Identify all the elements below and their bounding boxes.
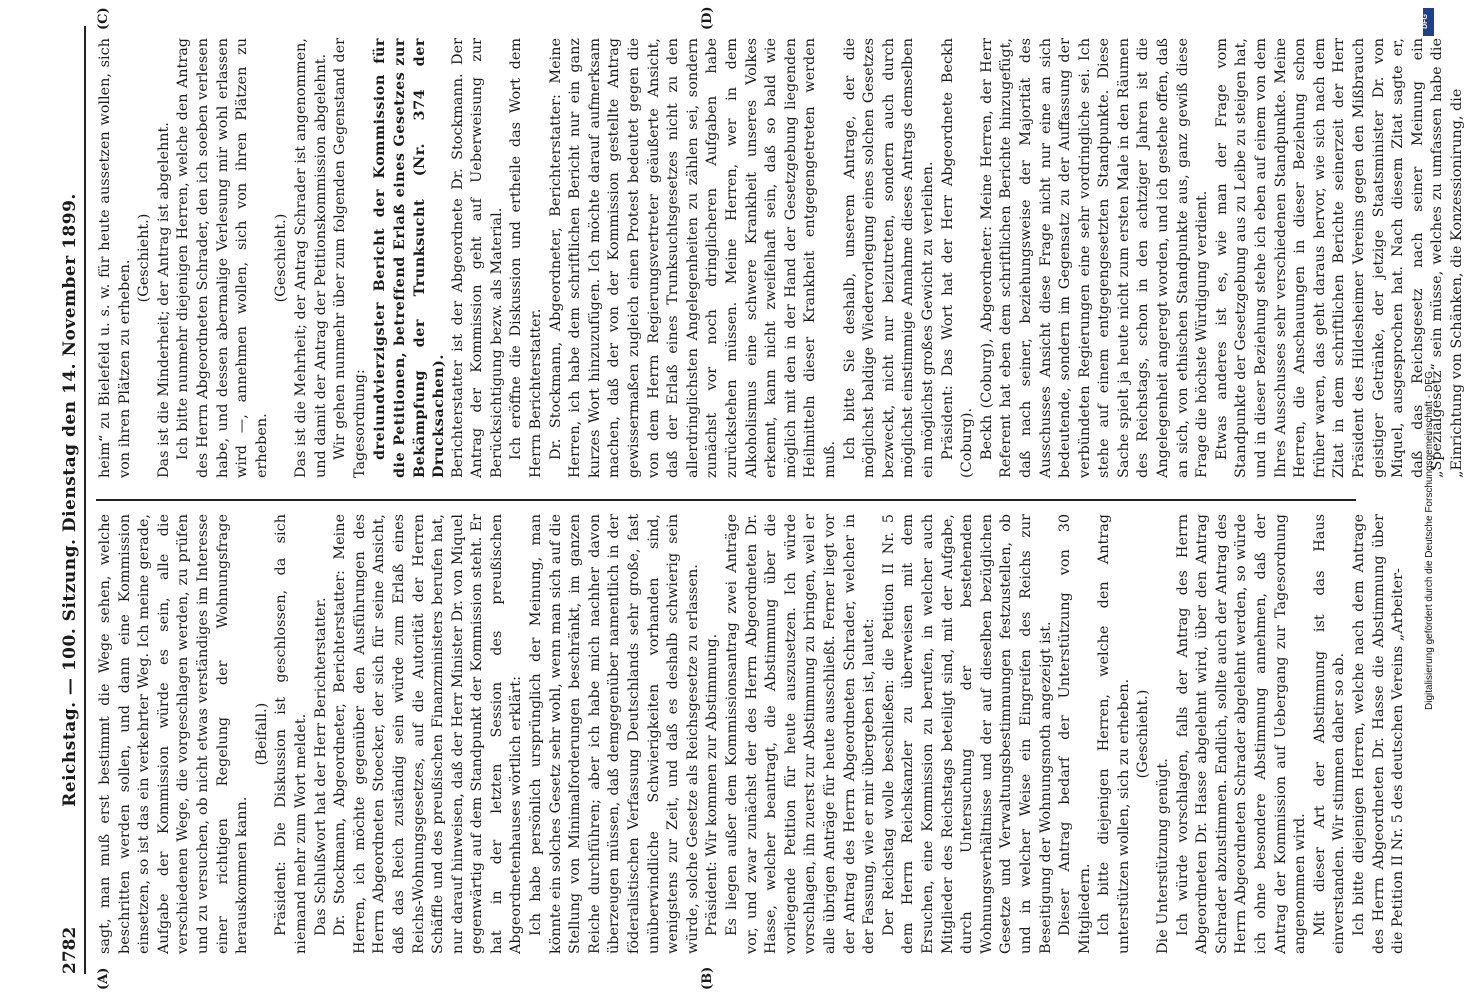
interjection: (Geschieht.) xyxy=(1135,689,1152,779)
right-column xyxy=(96,38,1465,478)
header-rule xyxy=(84,26,86,974)
left-column xyxy=(96,514,1407,954)
paragraph: Das ist die Mehrheit; der Antrag Schrader ist angenommen, und damit der Antrag der Petitionskommission abgelehnt. xyxy=(292,38,329,478)
paragraph: Dr. Stockmann, Abgeordneter, Berichterstatter: Meine Herren, ich habe dem schriftlichen Bericht nur ein ganz kurzes Wort hinzuzufügen. Ich möchte darauf aufmerksam machen, daß der von der Kommission gestellte Antrag gewissermaßen zugleich einen Protest bedeutet gegen die von dem Herrn Regierungsvertreter geäußerte Ansicht, daß der Erlaß eines Trunksuchtsgesetzes nicht zu den allerdringlichsten Angelegenheiten zu zählen sei, sondern zunächst vor noch dringlicheren Aufgaben habe zurückstehen müssen. Meine Herren, wer in dem Alkoholismus eine schwere Krankheit unseres Volkes erkennt, kann nicht zweifelhaft sein, daß so bald wie möglich mit den in der Hand der Gesetzgebung liegenden Heilmitteln dieser Krankheit entgegengetreten werden muß. xyxy=(547,38,838,478)
page-number: 2782 xyxy=(60,926,80,974)
dfg-logo: DFG xyxy=(1423,8,1434,36)
page-header xyxy=(56,26,86,974)
paragraph: Wir gehen nunmehr über zum folgenden Gegenstand der Tagesordnung: xyxy=(332,38,368,478)
paragraph: Ich bitte diejenigen Herren, welche den Antrag unterstützen wollen, sich zu erheben. xyxy=(1096,514,1132,954)
agenda-item: dreiundvierzigster Bericht der Kommission für die Petitionen, betreffend Erlaß eines Gesetzes zur Bekämpfung der Trunksucht (Nr. 374 der Drucksachen). xyxy=(371,38,448,478)
paragraph: sagt, man muß erst bestimmt die Wege sehen, welche beschritten werden sollen, und dann eine Kommission einsetzen, so ist das ein verkehrter Weg. Ich meine gerade, Aufgabe der Kommission würde es sein, alle die verschiedenen Wege, die vorgeschlagen werden, zu prüfen und zu versuchen, ob nicht etwas verständiges im Interesse einer richtigen Regelung der Wohnungsfrage herauskommen kann. xyxy=(97,514,251,954)
paragraph: Die Unterstützung genügt. xyxy=(1155,758,1172,954)
margin-marker-d: (D) xyxy=(700,6,715,30)
paragraph: heim“ zu Bielefeld u. s. w. für heute aussetzen wollen, sich von ihren Plätzen zu erheben. xyxy=(97,38,133,478)
paragraph: Es liegen außer dem Kommissionsantrag zwei Anträge vor, und zwar zunächst der des Herrn Abgeordneten Dr. Hasse, welcher beantragt, die Abstimmung über die vorliegende Petition für heute auszusetzen. Ich würde vorschlagen, ihn zuerst zur Abstimmung zu bringen, weil er alle übrigen Anträge für heute ausschließt. Ferner liegt vor der Antrag des Herrn Abgeordneten Schrader, welcher in der Fassung, wie er mir übergeben ist, lautet: xyxy=(724,514,878,954)
paragraph: Beckh (Coburg), Abgeordneter: Meine Herren, der Herr Referent hat eben dem schriftlichen Berichte hinzugefügt, daß nach seiner, beziehungsweise der Majorität des Ausschusses Ansicht diese Frage nicht nur eine an sich bedeutende, sondern im Gegensatz zu der Auffassung der verbündeten Regierungen eine sehr vordringliche sei. Ich stehe auf einem entgegengesetzten Standpunkte. Diese Sache spielt ja heute nicht zum ersten Male in den Räumen des Reichstags, schon in den achtziger Jahren ist die Angelegenheit angeregt worden, und ich gestehe offen, daß an sich, von ethischen Standpunkte aus, ganz gewiß diese Frage die höchste Würdigung verdient. xyxy=(978,38,1211,478)
paragraph: Ich bitte diejenigen Herren, welche nach dem Antrage des Herrn Abgeordneten Dr. Hasse die Abstimmung über die Petition II Nr. 5 des deutschen Vereins „Arbeiter- xyxy=(1351,514,1407,954)
paragraph: Präsident: Die Diskussion ist geschlossen, da sich niemand mehr zum Wort meldet. xyxy=(273,514,309,954)
column-divider xyxy=(96,499,1356,501)
credit-text: Digitalisierung gefördert durch die Deutsche Forschungsgemeinschaft - DFG xyxy=(1424,370,1435,710)
motion-text: Der Reichstag wolle beschließen: die Petition II Nr. 5 dem Herrn Reichskanzler zu überweisen mit dem Ersuchen, eine Kommission zu berufen, in welcher auch Mitglieder des Reichstags beteiligt sind, mit der Aufgabe, durch Untersuchung der bestehenden Wohnungsverhältnisse und der auf dieselben bezüglichen Gesetze und Verwaltungsbestimmungen festzustellen, ob und in welcher Weise ein Eingreifen des Reichs zur Beseitigung der Wohnungsnoth angezeigt ist. xyxy=(880,514,1054,954)
interjection: (Geschieht.) xyxy=(136,213,153,303)
paragraph: Das ist die Minderheit; der Antrag ist abgelehnt. xyxy=(155,122,172,478)
interjection: (Geschieht.) xyxy=(273,213,290,303)
paragraph: Dr. Stockmann, Abgeordneter, Berichterstatter: Meine Herren, ich möchte gegenüber den Ausführungen des Herrn Abgeordneten Stoecker, der sich für seine Ansicht, daß das Reich zuständig sein würde zum Erlaß eines Reichs-Wohnungsgesetzes, auf die Autorität der Herren Schäffle und des preußischen Finanzministers berufen hat, nur darauf hinweisen, daß der Herr Minister Dr. von Miquel gegenwärtig auf dem Standpunkt der Kommission steht. Er hat in der letzten Session des preußischen Abgeordnetenhauses wörtlich erklärt: xyxy=(332,514,525,954)
paragraph: Mit dieser Art der Abstimmung ist das Haus einverstanden. Wir stimmen daher so ab. xyxy=(1311,514,1348,954)
paragraph: Präsident: Das Wort hat der Herr Abgeordnete Beckh (Coburg). xyxy=(939,38,976,478)
paragraph: Berichterstatter ist der Abgeordnete Dr. Stockmann. Der Antrag der Kommission geht auf Ueberweisung zur Berücksichtigung bezw. als Material. xyxy=(449,38,505,478)
margin-marker-c: (C) xyxy=(96,7,111,30)
running-title: Reichstag. — 100. Sitzung. Dienstag den 14. November 1899. xyxy=(60,193,80,807)
margin-marker-b: (B) xyxy=(700,966,715,990)
paragraph: Ich eröffne die Diskussion und ertheile das Wort dem Herrn Berichterstatter. xyxy=(508,38,545,478)
paragraph: Dieser Antrag bedarf der Unterstützung von 30 Mitgliedern. xyxy=(1057,514,1093,954)
paragraph: Präsident: Wir kommen zur Abstimmung. xyxy=(704,633,721,936)
paragraph: Ich bitte Sie deshalb, unserem Antrage, der die möglichst baldige Wiedervorlegung eines solchen Gesetzes bezweckt, nicht nur beizutreten, sondern auch durch möglichst einstimmige Annahme dieses Antrags demselben ein möglichst großes Gewicht zu verleihen. xyxy=(841,38,936,478)
quotation: Ich habe persönlich ursprünglich der Meinung, man könnte ein solches Gesetz sehr wohl, wenn man sich auf die Stellung von Minimalforderungen beschränkt, im ganzen Reiche durchführen; aber ich habe mich nachher davon überzeugen müssen, daß demgegenüber namentlich in der föderalistischen Verfassung Deutschlands sehr große, fast unüberwindliche Schwierigkeiten vorhanden sind, wenigstens zur Zeit, und daß es deshalb schwierig sein würde, solche Gesetze als Reichsgesetze zu erlassen. xyxy=(528,514,701,954)
interjection: (Beifall.) xyxy=(253,702,270,766)
digitization-credit xyxy=(1424,20,1434,1000)
paragraph: Etwas anderes ist es, wie man der Frage vom Standpunkte der Gesetzgebung aus zu Leibe zu steigen hat, und in dieser Beziehung stehe ich eben auf einem von dem Ihres Ausschusses sehr verschiedenen Standpunkte. Meine Herren, die Anschauungen in dieser Beziehung schon früher waren, das geht daraus hervor, wie sich nach dem Zitat in dem schriftlichen Berichte seinerzeit der Herr Präsident des Hildesheimer Vereins gegen den Mißbrauch geistiger Getränke, der jetzige Staatsminister Dr. von Miquel, ausgesprochen hat. Nach diesem Zitat sagte er, daß das Reichsgesetz nach seiner Meinung ein „Spezialgesetz“ sein müsse, welches zu umfassen habe die „Einrichtung von Schänken, die Konzessionirung, die xyxy=(1213,38,1465,478)
paragraph: Ich bitte nunmehr diejenigen Herren, welche den Antrag des Herrn Abgeordneten Schrader, den ich soeben verlesen habe, und dessen abermalige Verlesung mir wohl erlassen wird —, annehmen wollen, sich von ihren Plätzen zu erheben. xyxy=(175,38,270,478)
paragraph: Das Schlußwort hat der Herr Berichterstatter. xyxy=(312,597,329,936)
margin-marker-a: (A) xyxy=(96,967,111,990)
paragraph: Ich würde vorschlagen, falls der Antrag des Herrn Abgeordneten Dr. Hasse abgelehnt wird, über den Antrag Schrader abzustimmen. Endlich, sollte auch der Antrag des Herrn Abgeordneten Schrader abgelehnt werden, so würde ich ohne besondere Abstimmung annehmen, daß der Antrag der Kommission auf Uebergang zur Tagesordnung angenommen wird. xyxy=(1174,514,1309,954)
